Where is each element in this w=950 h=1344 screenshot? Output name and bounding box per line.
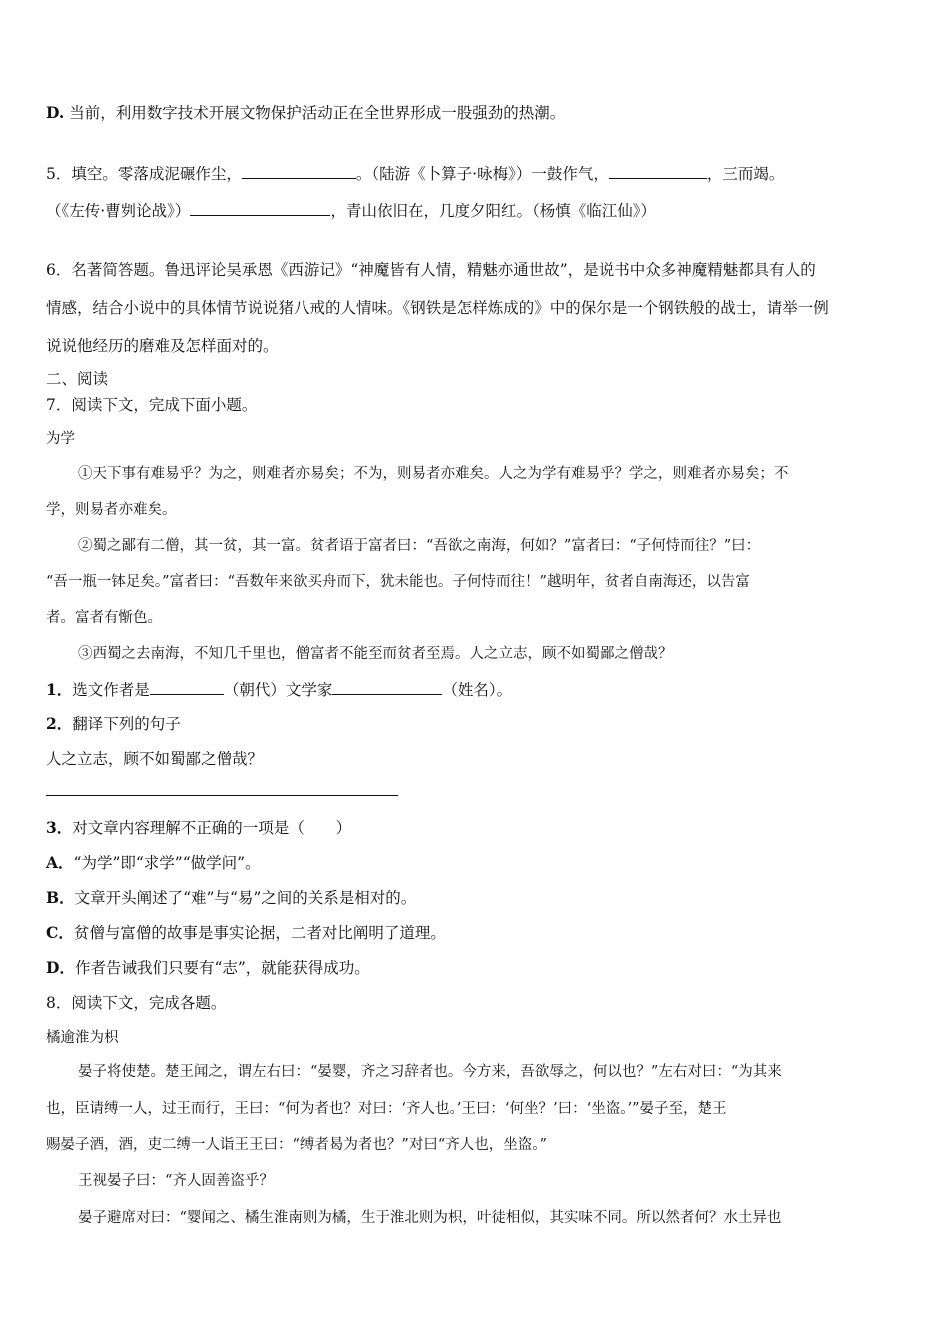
question-text: 翻译下列的句子 — [72, 715, 181, 733]
choice-option[interactable] — [46, 922, 446, 944]
question-number: 5． — [46, 165, 72, 183]
option-text: 作者告诫我们只要有“志”，就能获得成功。 — [74, 959, 370, 977]
section-title: 二、阅读 — [46, 370, 109, 388]
question-text: （姓名）。 — [442, 681, 513, 699]
passage-line: 晏子将使楚。楚王闻之，谓左右曰：“晏婴，齐之习辞者也。今方来，吾欲辱之，何以也？”左右对曰：“为其来 — [78, 1064, 782, 1080]
option-text: 文章开头阐述了“难”与“易”之间的关系是相对的。 — [74, 889, 417, 907]
subquestion-3 — [46, 817, 351, 839]
question-number: 1． — [46, 680, 73, 699]
question-text: 。（陆游《卜算子·咏梅》）一鼓作气， — [355, 165, 609, 183]
option-text: 贫僧与富僧的故事是事实论据，二者对比阐明了道理。 — [73, 924, 446, 942]
option-d-line — [46, 102, 565, 124]
question-6-line: 情感，结合小说中的具体情节说说猪八戒的人情味。《钢铁是怎样炼成的》中的保尔是一个钢铁般的战士，请举一例 — [46, 299, 829, 317]
option-label: D. — [46, 103, 65, 122]
question-7-heading: 7．阅读下文，完成下面小题。 — [46, 396, 258, 414]
question-5-line-2 — [46, 199, 656, 222]
option-label: C． — [46, 923, 74, 942]
fill-blank[interactable] — [332, 678, 442, 695]
subquestion-1 — [46, 678, 512, 701]
fill-blank[interactable] — [190, 199, 330, 216]
question-6-line: 说说他经历的磨难及怎样面对的。 — [46, 337, 279, 355]
choice-option[interactable] — [46, 957, 370, 979]
question-8-heading: 8．阅读下文，完成各题。 — [46, 994, 227, 1012]
option-label: B． — [46, 888, 75, 907]
option-label: A． — [46, 853, 74, 872]
choice-option[interactable] — [46, 852, 261, 874]
fill-blank[interactable] — [242, 162, 356, 179]
question-text: ，青山依旧在，几度夕阳红。（杨慎《临江仙》） — [330, 202, 656, 220]
answer-line[interactable] — [46, 795, 398, 796]
passage-line: ③西蜀之去南海，不知几千里也，僧富者不能至而贫者至焉。人之立志，顾不如蜀鄙之僧哉？ — [78, 646, 673, 662]
question-text: （朝代）文学家 — [223, 681, 333, 699]
passage-line: ②蜀之鄙有二僧，其一贫，其一富。贫者语于富者曰：“吾欲之南海，何如？”富者曰：“子何恃而往？”曰： — [78, 538, 761, 554]
passage-title: 橘逾淮为枳 — [46, 1030, 119, 1046]
passage-line: 王视晏子曰：“齐人固善盗乎？ — [78, 1173, 274, 1189]
fill-blank[interactable] — [150, 678, 224, 695]
question-text: 填空。零落成泥碾作尘， — [71, 165, 242, 183]
passage-line: 赐晏子酒，酒，吏二缚一人诣王王曰：“缚者曷为者也？”对曰“齐人也，坐盗。” — [46, 1137, 547, 1153]
option-text: 当前，利用数字技术开展文物保护活动正在全世界形成一股强劲的热潮。 — [69, 104, 566, 122]
option-label: D． — [46, 958, 75, 977]
question-6-line: 6．名著简答题。鲁迅评论吴承恩《西游记》“神魔皆有人情，精魅亦通世故”，是说书中众多神魔精魅都具有人的 — [46, 261, 816, 279]
passage-line: 也，臣请缚一人，过王而行，王曰：“何为者也？对曰：‘齐人也。’王曰：‘何坐？’曰：‘坐盗。’”晏子至，楚王 — [46, 1101, 727, 1117]
fill-blank[interactable] — [609, 162, 707, 179]
question-number: 3． — [46, 818, 73, 837]
passage-line: 晏子避席对曰：“婴闻之、橘生淮南则为橘，生于淮北则为枳，叶徒相似，其实味不同。所以然者何？水土异也 — [78, 1210, 782, 1226]
passage-line: 学，则易者亦难矣。 — [46, 502, 177, 518]
sentence-to-translate: 人之立志，顾不如蜀鄙之僧哉？ — [46, 750, 264, 768]
question-text: 选文作者是 — [72, 681, 150, 699]
passage-title: 为学 — [46, 431, 75, 447]
subquestion-2 — [46, 713, 181, 735]
question-text: （《左传·曹刿论战》） — [46, 202, 191, 220]
question-text: 对文章内容理解不正确的一项是（ ） — [72, 819, 352, 837]
question-text: ，三而竭。 — [706, 165, 785, 183]
question-number: 2． — [46, 714, 73, 733]
question-5-line-1 — [46, 162, 784, 185]
passage-line: 者。富者有惭色。 — [46, 610, 162, 626]
choice-option[interactable] — [46, 887, 416, 909]
passage-line: ①天下事有难易乎？为之，则难者亦易矣；不为，则易者亦难矣。人之为学有难易乎？学之，则难者亦易矣；不 — [78, 466, 789, 482]
passage-line: “吾一瓶一钵足矣。”富者曰：“吾数年来欲买舟而下，犹未能也。子何恃而往！”越明年，贫者自南海还，以告富 — [46, 574, 750, 590]
option-text: “为学”即“求学”“做学问”。 — [73, 854, 261, 872]
